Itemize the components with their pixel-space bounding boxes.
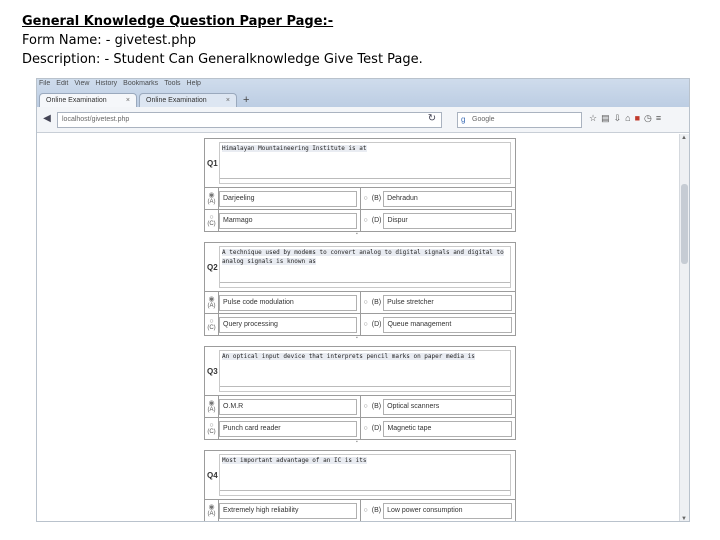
- reload-icon[interactable]: ↻: [427, 113, 437, 124]
- option-c-value: Marmago: [219, 213, 357, 229]
- option-b-value: Low power consumption: [383, 503, 512, 519]
- question-text-content: An optical input device that interprets pencil marks on paper media is: [222, 353, 475, 360]
- option-a: [205, 500, 360, 521]
- new-tab-icon[interactable]: +: [243, 94, 250, 106]
- menu-file[interactable]: File: [39, 80, 51, 87]
- option-label: (A): [207, 511, 216, 517]
- option-b-value: Pulse stretcher: [383, 295, 512, 311]
- scrollbar-thumb[interactable]: [681, 184, 688, 264]
- question-box: [204, 242, 516, 292]
- option-label: (C): [207, 221, 216, 227]
- option-label: (B): [371, 507, 382, 514]
- option-b: [360, 292, 516, 313]
- option-label: (D): [371, 217, 382, 224]
- tab-strip: [39, 93, 249, 107]
- option-a: [205, 292, 360, 313]
- menu-history[interactable]: History: [95, 80, 118, 87]
- caption-title: General Knowledge Question Paper Page:-: [22, 14, 334, 29]
- question-number: Q3: [207, 367, 218, 376]
- option-b-radio[interactable]: ○: [363, 299, 368, 306]
- option-d-radio[interactable]: ○: [363, 321, 368, 328]
- google-icon: g: [461, 115, 466, 124]
- option-b: [360, 396, 516, 417]
- download-icon[interactable]: ⇩: [613, 113, 622, 123]
- option-label: (D): [371, 425, 382, 432]
- tab-online-examination-1[interactable]: [39, 93, 137, 107]
- option-b-radio[interactable]: ○: [363, 195, 368, 202]
- question-4: [204, 450, 516, 522]
- addon-icon[interactable]: ■: [634, 113, 641, 123]
- scroll-down-icon[interactable]: ▼: [681, 516, 687, 522]
- question-box: [204, 450, 516, 500]
- option-a-radio[interactable]: ◉ (A): [205, 396, 219, 417]
- question-number: Q2: [207, 263, 218, 272]
- caption-form-name: Form Name: - givetest.php: [22, 33, 196, 48]
- option-label: (D): [371, 321, 382, 328]
- question-2: [204, 242, 516, 336]
- option-label: (C): [207, 325, 216, 331]
- tab-online-examination-2[interactable]: [139, 93, 237, 107]
- option-row: [204, 188, 516, 210]
- tab-label: Online Examination: [146, 97, 207, 104]
- separator-dot: ▪: [356, 335, 358, 341]
- menu-edit[interactable]: Edit: [56, 80, 69, 87]
- menu-view[interactable]: View: [74, 80, 90, 87]
- option-label: (A): [207, 303, 216, 309]
- browser-titlebar: [37, 79, 689, 107]
- option-label: (C): [207, 429, 216, 435]
- separator-dot: ▪: [356, 231, 358, 237]
- option-a-radio[interactable]: ◉ (A): [205, 188, 219, 209]
- option-a-value: O.M.R: [219, 399, 357, 415]
- option-c: [205, 210, 360, 231]
- question-text-content: A technique used by modems to convert analog to digital signals and digital to analog signals is known as: [222, 249, 504, 265]
- option-c-value: Punch card reader: [219, 421, 357, 437]
- menu-icon[interactable]: ≡: [655, 113, 662, 123]
- option-c: [205, 314, 360, 335]
- option-c-value: Query processing: [219, 317, 357, 333]
- option-row: [204, 210, 516, 232]
- close-tab-icon[interactable]: ×: [125, 97, 130, 104]
- question-text-content: Most important advantage of an IC is its: [222, 457, 367, 464]
- bookmarks-icon[interactable]: ▤: [601, 113, 610, 123]
- option-c-radio[interactable]: ○ (C): [205, 418, 219, 439]
- tab-label: Online Examination: [46, 97, 107, 104]
- option-a: [205, 396, 360, 417]
- option-b: [360, 500, 516, 521]
- option-label: (A): [207, 199, 216, 205]
- navigation-bar: [37, 107, 689, 133]
- option-label: (B): [371, 403, 382, 410]
- option-row: [204, 500, 516, 522]
- vertical-scrollbar[interactable]: [679, 134, 689, 522]
- chat-icon[interactable]: ◷: [644, 113, 652, 123]
- option-label: (A): [207, 407, 216, 413]
- menu-tools[interactable]: Tools: [164, 80, 181, 87]
- option-d-value: Dispur: [383, 213, 512, 229]
- option-c-radio[interactable]: ○ (C): [205, 210, 219, 231]
- option-b-value: Optical scanners: [383, 399, 512, 415]
- option-d: [360, 314, 516, 335]
- option-row: [204, 292, 516, 314]
- search-placeholder: Google: [472, 116, 495, 123]
- option-a: [205, 188, 360, 209]
- option-d-radio[interactable]: ○: [363, 217, 368, 224]
- question-text: [219, 246, 511, 288]
- option-b-value: Dehradun: [383, 191, 512, 207]
- question-box: [204, 346, 516, 396]
- option-label: (B): [371, 195, 382, 202]
- menu-bar: [39, 80, 201, 92]
- search-input[interactable]: [457, 112, 582, 128]
- address-bar[interactable]: localhost/givetest.php: [57, 112, 442, 128]
- option-d-value: Magnetic tape: [383, 421, 512, 437]
- option-a-value: Extremely high reliability: [219, 503, 357, 519]
- option-d: [360, 210, 516, 231]
- option-label: (B): [371, 299, 382, 306]
- star-icon[interactable]: ☆: [589, 113, 598, 123]
- caption-description: Description: - Student Can Generalknowledge Give Test Page.: [22, 52, 423, 67]
- separator-dot: ▪: [356, 439, 358, 445]
- question-number: Q4: [207, 471, 218, 480]
- question-box: [204, 138, 516, 188]
- toolbar-icons: [589, 113, 661, 124]
- option-d-radio[interactable]: ○: [363, 425, 368, 432]
- caption: [22, 12, 702, 69]
- browser-window: [36, 78, 690, 522]
- back-icon[interactable]: ◀: [43, 113, 51, 124]
- option-b-radio[interactable]: ○: [363, 403, 368, 410]
- home-icon[interactable]: ⌂: [625, 113, 631, 123]
- option-d-value: Queue management: [383, 317, 512, 333]
- option-c: [205, 418, 360, 439]
- menu-bookmarks[interactable]: Bookmarks: [123, 80, 159, 87]
- page-content: [37, 134, 681, 522]
- option-row: [204, 396, 516, 418]
- option-d: [360, 418, 516, 439]
- option-row: [204, 418, 516, 440]
- question-text: [219, 454, 511, 496]
- option-a-radio[interactable]: ◉ (A): [205, 292, 219, 313]
- question-3: [204, 346, 516, 440]
- close-tab-icon[interactable]: ×: [225, 97, 230, 104]
- option-a-radio[interactable]: ◉ (A): [205, 500, 219, 521]
- scroll-up-icon[interactable]: ▲: [681, 135, 687, 141]
- question-number: Q1: [207, 159, 218, 168]
- option-a-value: Pulse code modulation: [219, 295, 357, 311]
- question-text: [219, 142, 511, 184]
- question-1: [204, 138, 516, 232]
- option-row: [204, 314, 516, 336]
- option-b: [360, 188, 516, 209]
- option-a-value: Darjeeling: [219, 191, 357, 207]
- question-text-content: Himalayan Mountaineering Institute is at: [222, 145, 367, 152]
- menu-help[interactable]: Help: [186, 80, 201, 87]
- option-c-radio[interactable]: ○ (C): [205, 314, 219, 335]
- question-text: [219, 350, 511, 392]
- option-b-radio[interactable]: ○: [363, 507, 368, 514]
